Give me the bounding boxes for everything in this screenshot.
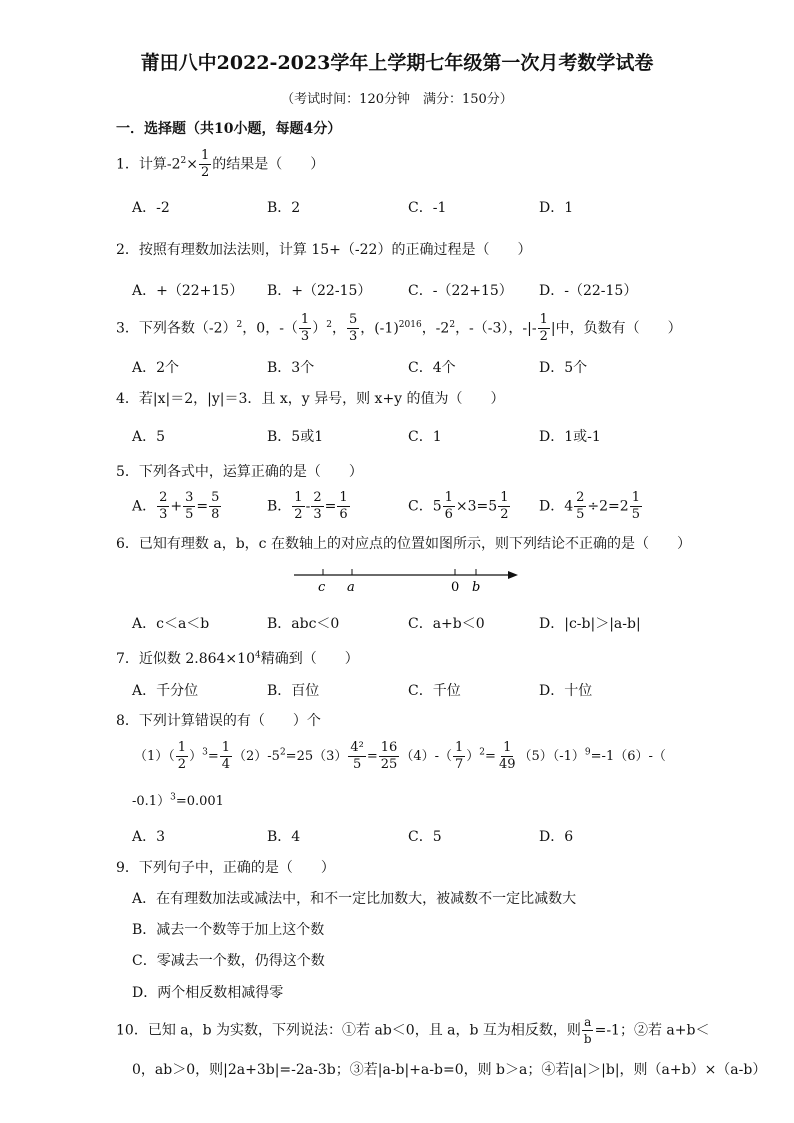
q1-option-d[interactable]: D．1 bbox=[539, 200, 574, 216]
q1-option-b[interactable]: B．2 bbox=[267, 200, 301, 216]
number-line-figure bbox=[290, 560, 525, 596]
q8-option-c[interactable]: C．5 bbox=[408, 829, 442, 845]
label-c: c bbox=[318, 580, 326, 595]
q1-option-a[interactable]: A．-2 bbox=[132, 200, 170, 216]
q4-option-b[interactable]: B．5或1 bbox=[267, 429, 324, 445]
q3-option-c[interactable]: C．4个 bbox=[408, 360, 456, 376]
q7-option-a[interactable]: A．千分位 bbox=[132, 683, 199, 699]
q3-option-d[interactable]: D．5个 bbox=[539, 360, 588, 376]
q6-option-d[interactable]: D．|c-b|＞|a-b| bbox=[539, 616, 641, 632]
q7-option-b[interactable]: B．百位 bbox=[267, 683, 320, 699]
q9-option-c[interactable]: C．零减去一个数，仍得这个数 bbox=[132, 953, 325, 969]
question-6: 6．已知有理数 a，b，c 在数轴上的对应点的位置如图所示，则下列结论不正确的是（ ） bbox=[116, 536, 691, 552]
arrow-icon bbox=[508, 571, 518, 579]
q5-option-d[interactable]: D．4 $\frac{2}{5}$ ÷2=2 $\frac{1}{5}$ bbox=[539, 490, 640, 522]
question-4: 4．若|x|＝2，|y|＝3．且 x，y 异号，则 x+y 的值为（ ） bbox=[116, 391, 505, 407]
question-10-line-2: 0，ab＞0，则|2a+3b|=-2a-3b；③若|a-b|+a-b=0，则 b＞a；④若|a|＞|b|，则（a+b）×（a-b） bbox=[132, 1062, 767, 1078]
question-1 bbox=[116, 148, 324, 181]
q2-option-d[interactable]: D．-（22-15） bbox=[539, 283, 638, 299]
q1-text-end: 的结果是（ ） bbox=[212, 156, 325, 173]
question-8: 8．下列计算错误的有（ ）个 bbox=[116, 713, 321, 729]
q8-option-b[interactable]: B．4 bbox=[267, 829, 301, 845]
q5-option-a[interactable]: A． $\frac{2}{3}$ + $\frac{3}{5}$ = $\frac{5}{8}$ bbox=[132, 490, 220, 522]
q8-expressions-line-2: -0.1）$^3$=0.001 bbox=[132, 792, 224, 809]
q4-option-d[interactable]: D．1或-1 bbox=[539, 429, 601, 445]
q7-option-d[interactable]: D．十位 bbox=[539, 683, 593, 699]
question-10-line-1: 10．已知 a，b 为实数，下列说法：①若 ab＜0，且 a，b 互为相反数，则 $\frac{a}{b}$ =-1；②若 a+b＜ bbox=[116, 1015, 710, 1046]
question-5: 5．下列各式中，运算正确的是（ ） bbox=[116, 464, 363, 480]
question-3: 3．下列各数$(-2)^2$，0，-（ $\frac{1}{3}$ ）$^2$， $\frac{5}{3}$ ，$(-1)^{2016}$，$-2^2$，-（-3），-|- $\frac{1}{2}$ |中，负数有（ ） bbox=[116, 312, 682, 344]
q3-fraction-1: $\frac{1}{3}$ bbox=[300, 312, 310, 344]
label-zero: 0 bbox=[451, 580, 460, 595]
q3-fraction-3: $\frac{1}{2}$ bbox=[539, 312, 548, 344]
q8-option-a[interactable]: A．3 bbox=[132, 829, 166, 845]
q2-option-a[interactable]: A．+（22+15） bbox=[132, 283, 244, 299]
q6-option-a[interactable]: A．c＜a＜b bbox=[132, 616, 210, 632]
label-b: b bbox=[472, 580, 481, 595]
page-title: 莆田八中2022-2023学年上学期七年级第一次月考数学试卷 bbox=[140, 52, 654, 74]
q6-option-b[interactable]: B．abc＜0 bbox=[267, 616, 340, 632]
q8-option-d[interactable]: D．6 bbox=[539, 829, 574, 845]
q5-option-b[interactable]: B． $\frac{1}{2}$ - $\frac{2}{3}$ = $\frac{1}{6}$ bbox=[267, 490, 348, 522]
question-7: 7．近似数 $2.864\times 10^4$精确到（ ） bbox=[116, 650, 359, 667]
exam-info: （考试时间：120分钟 满分：150分） bbox=[281, 92, 513, 107]
q5-option-c[interactable]: C．5 $\frac{1}{6}$ ×3=5 $\frac{1}{2}$ bbox=[408, 490, 509, 522]
q3-option-b[interactable]: B．3个 bbox=[267, 360, 315, 376]
section-heading: 一．选择题（共10小题，每题4分） bbox=[116, 121, 342, 137]
q8-expressions-line-1: （1）（ $\frac{1}{2}$ ）$^3$= $\frac{1}{4}$ $(2)-5^2=25(3)$ $\frac{\text{4²}}{5}$ = $\frac{16}{25}$ （4）-（ $\frac{1}{7}$ ）$^2$= $\frac{1}{49}$ $(5)(-1)^9=-1(6)-$（ bbox=[134, 740, 666, 772]
q6-option-c[interactable]: C．a+b＜0 bbox=[408, 616, 485, 632]
q1-exponent: 2 bbox=[180, 155, 187, 166]
question-9: 9．下列句子中，正确的是（ ） bbox=[116, 860, 335, 876]
q3-fraction-2: $\frac{5}{3}$ bbox=[348, 312, 358, 344]
q9-option-b[interactable]: B．减去一个数等于加上这个数 bbox=[132, 922, 325, 938]
q9-option-a[interactable]: A．在有理数加法或减法中，和不一定比加数大，被减数不一定比减数大 bbox=[132, 891, 577, 907]
q4-option-c[interactable]: C．1 bbox=[408, 429, 442, 445]
q3-option-a[interactable]: A．2个 bbox=[132, 360, 180, 376]
q2-option-b[interactable]: B．+（22-15） bbox=[267, 283, 372, 299]
label-a: a bbox=[347, 580, 355, 595]
q2-option-c[interactable]: C．-（22+15） bbox=[408, 283, 513, 299]
q4-option-a[interactable]: A．5 bbox=[132, 429, 166, 445]
q1-fraction: $\frac{1}{2}$ bbox=[201, 148, 210, 180]
q1-operator: × bbox=[186, 156, 199, 173]
q1-option-c[interactable]: C．-1 bbox=[408, 200, 447, 216]
q1-text: 1．计算-2 bbox=[116, 156, 181, 173]
q9-option-d[interactable]: D．两个相反数相减得零 bbox=[132, 985, 284, 1001]
q7-option-c[interactable]: C．千位 bbox=[408, 683, 461, 699]
question-2: 2．按照有理数加法法则，计算 15+（-22）的正确过程是（ ） bbox=[116, 242, 532, 258]
